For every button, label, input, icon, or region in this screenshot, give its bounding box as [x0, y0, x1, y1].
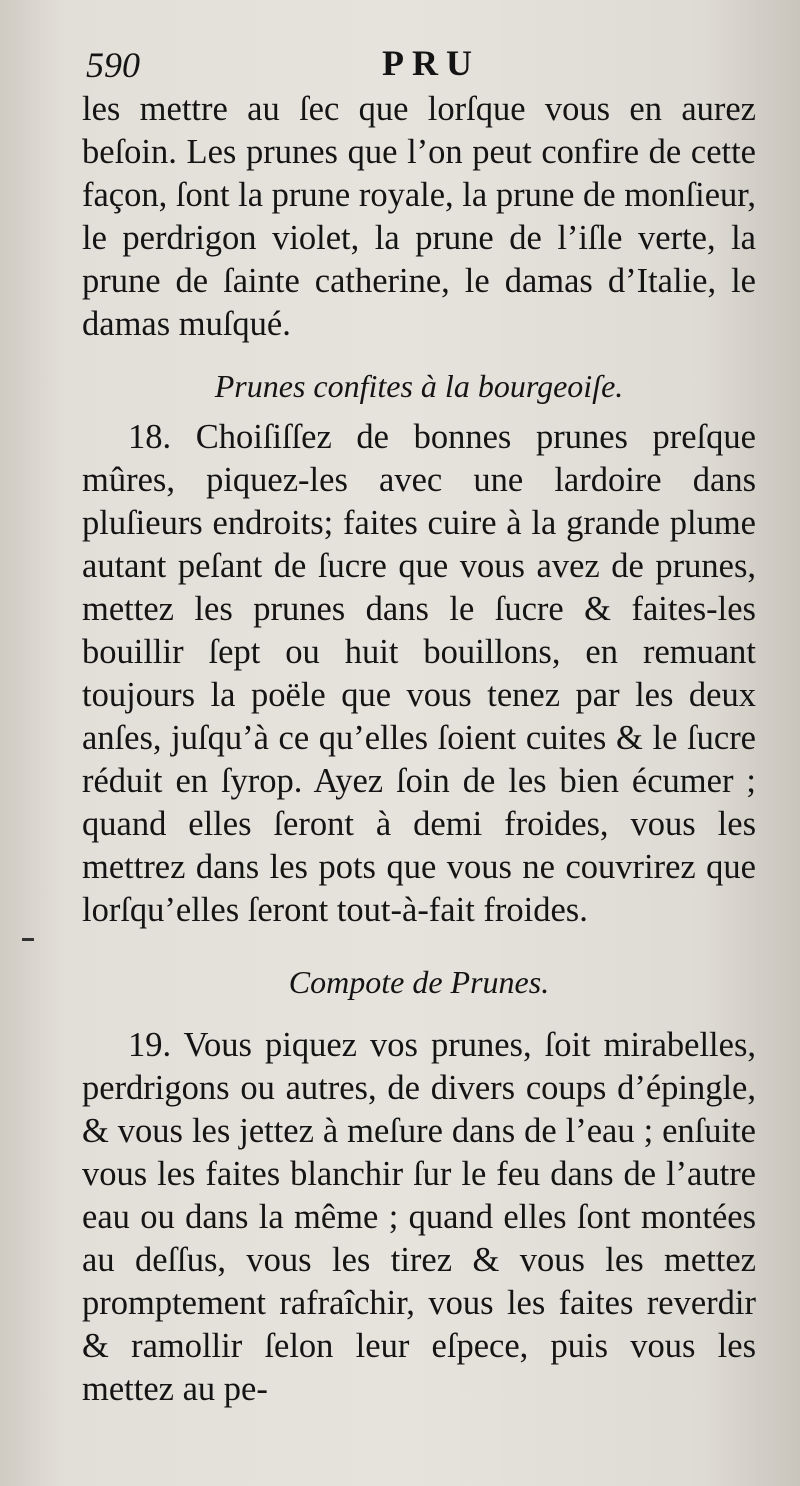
section-heading-compote: Compote de Prunes.	[288, 964, 550, 1000]
page-number: 590	[86, 45, 140, 85]
paragraph-18: 18. Choiſiſſez de bonnes prunes preſque mûres, piquez-les avec une lardoire dans pluſieurs endroits; faites cuire à la grande plume autant peſant de ſucre que vous avez de prunes, mettez les prunes dans le ſucre & faites-les bouillir ſept ou huit bouillons, en remuant toujours la poële que vous tenez par les deux anſes, juſqu’à ce qu’elles ſoient cuites & le ſucre réduit en ſyrop. Ayez ſoin de les bien écumer ; quand elles ſeront à demi froides, vous les mettrez dans les pots que vous ne couvrirez que lorſqu’elles ſeront tout-à-fait froides.	[82, 418, 756, 929]
margin-mark	[22, 938, 34, 941]
page-header	[82, 40, 756, 94]
section-heading-prunes-confites: Prunes confites à la bourgeoiſe.	[214, 368, 624, 404]
paragraph-continuation: les mettre au ſec que lorſque vous en aurez beſoin. Les prunes que l’on peut confire de cette façon, ſont la prune royale, la prune de monſieur, le perdrigon violet, la prune de l’iſle verte, la prune de ſainte catherine, le damas d’Italie, le damas muſqué.	[82, 90, 756, 343]
paragraph-19: 19. Vous piquez vos prunes, ſoit mirabelles, perdrigons ou autres, de divers coups d’épingle, & vous les jettez à meſure dans de l’eau ; enſuite vous les faites blanchir ſur le feu dans de l’autre eau ou dans la même ; quand elles ſont montées au deſſus, vous les tirez & vous les mettez promptement rafraîchir, vous les faites reverdir & ramollir ſelon leur eſpece, puis vous les mettez au pe-	[82, 1026, 756, 1408]
running-head: PRU	[382, 43, 480, 83]
